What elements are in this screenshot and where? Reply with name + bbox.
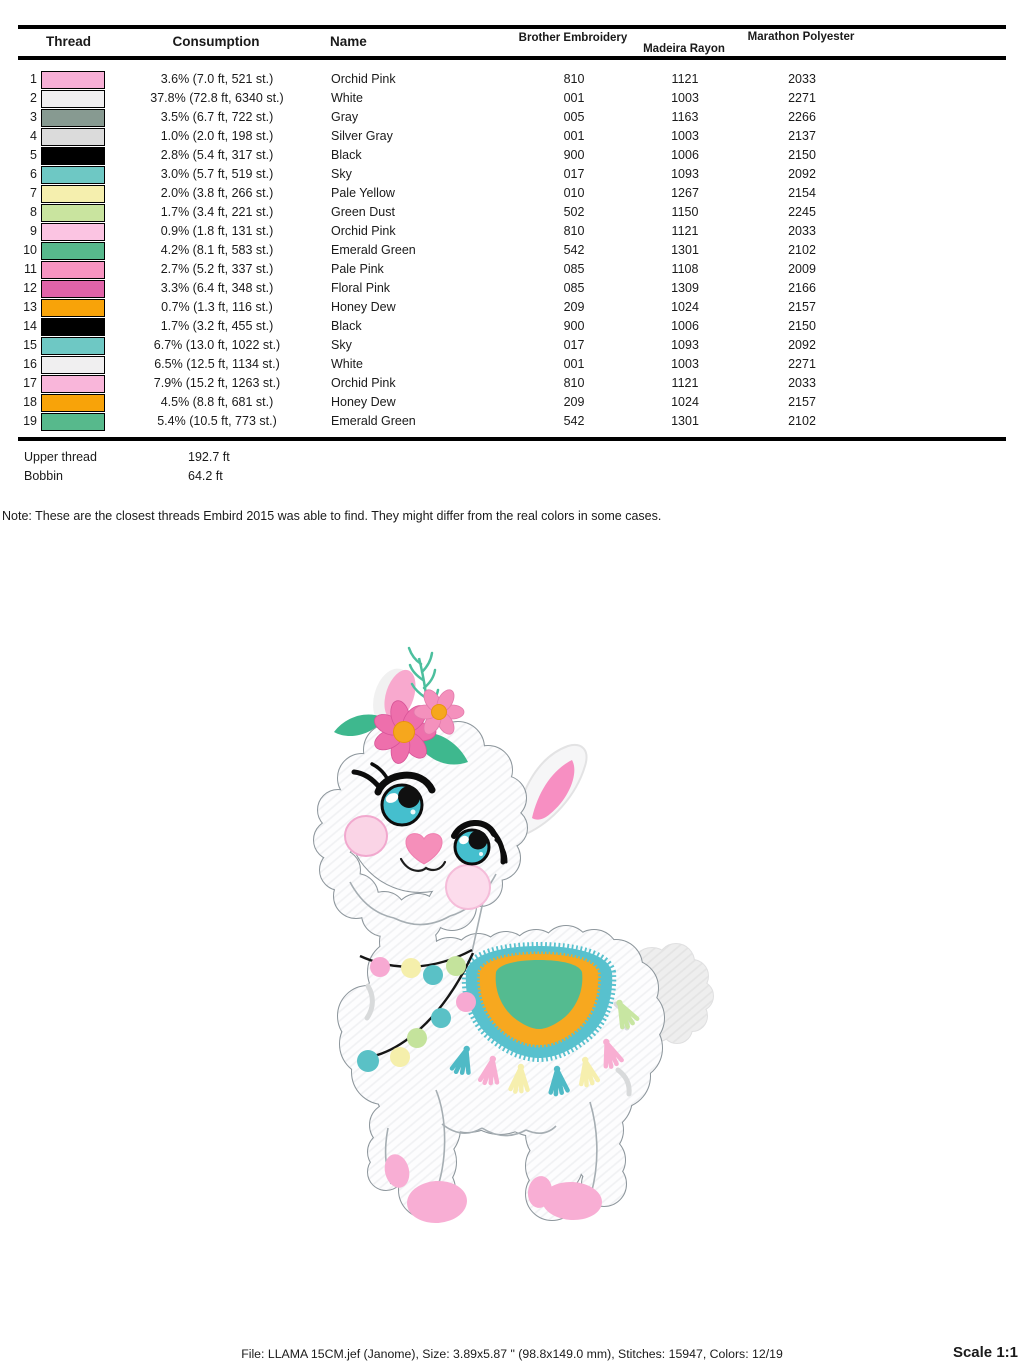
thread-color-swatch [41, 185, 105, 203]
bobbin-label: Bobbin [24, 469, 63, 483]
thread-color-swatch [41, 356, 105, 374]
table-row [2, 146, 1002, 165]
thread-consumption: 7.9% (15.2 ft, 1263 st.) [153, 376, 281, 390]
brother-code: 502 [563, 205, 585, 219]
thread-color-swatch [41, 128, 105, 146]
thread-color-name: Orchid Pink [331, 224, 396, 238]
thread-consumption: 1.0% (2.0 ft, 198 st.) [160, 129, 274, 143]
thread-color-swatch [41, 337, 105, 355]
marathon-code: 2245 [788, 205, 816, 219]
embroidery-design-preview [300, 620, 760, 1260]
table-row [2, 412, 1002, 431]
table-row [2, 203, 1002, 222]
table-row [2, 374, 1002, 393]
thread-consumption: 1.7% (3.2 ft, 455 st.) [160, 319, 274, 333]
thread-number: 16 [23, 357, 37, 371]
thread-consumption: 3.3% (6.4 ft, 348 st.) [160, 281, 274, 295]
thread-color-swatch [41, 109, 105, 127]
thread-color-name: Emerald Green [331, 243, 416, 257]
marathon-code: 2009 [788, 262, 816, 276]
table-row [2, 184, 1002, 203]
brother-code: 005 [563, 110, 585, 124]
thread-color-swatch [41, 318, 105, 336]
thread-color-name: Floral Pink [331, 281, 391, 295]
thread-number: 15 [23, 338, 37, 352]
thread-number: 3 [30, 110, 37, 124]
thread-number: 6 [30, 167, 37, 181]
thread-consumption: 37.8% (72.8 ft, 6340 st.) [150, 91, 284, 105]
bobbin-value: 64.2 ft [188, 469, 223, 483]
brother-code: 001 [563, 357, 585, 371]
table-row [2, 222, 1002, 241]
note-text: Note: These are the closest threads Embird 2015 was able to find. They might differ from the real colors in some cases. [2, 509, 662, 523]
thread-color-name: Pale Yellow [331, 186, 395, 200]
table-row [2, 108, 1002, 127]
brother-code: 542 [563, 414, 585, 428]
brother-code: 017 [563, 167, 585, 181]
madeira-code: 1301 [671, 414, 699, 428]
thread-consumption: 2.0% (3.8 ft, 266 st.) [160, 186, 274, 200]
thread-consumption: 4.5% (8.8 ft, 681 st.) [160, 395, 274, 409]
table-row [2, 298, 1002, 317]
table-row [2, 165, 1002, 184]
thread-color-name: White [331, 91, 363, 105]
upper-thread-value: 192.7 ft [188, 450, 230, 464]
thread-number: 9 [30, 224, 37, 238]
madeira-code: 1006 [671, 148, 699, 162]
thread-number: 10 [23, 243, 37, 257]
thread-number: 18 [23, 395, 37, 409]
madeira-code: 1150 [671, 205, 699, 219]
marathon-code: 2102 [788, 243, 816, 257]
brother-code: 810 [563, 72, 585, 86]
brother-code: 209 [563, 300, 585, 314]
thread-color-swatch [41, 71, 105, 89]
col-header-thread: Thread [46, 34, 92, 49]
marathon-code: 2157 [788, 395, 816, 409]
thread-color-name: Honey Dew [331, 395, 396, 409]
marathon-code: 2157 [788, 300, 816, 314]
thread-consumption: 3.0% (5.7 ft, 519 st.) [160, 167, 274, 181]
madeira-code: 1093 [671, 167, 699, 181]
madeira-code: 1024 [671, 395, 699, 409]
thread-consumption: 6.5% (12.5 ft, 1134 st.) [154, 357, 280, 371]
table-row [2, 260, 1002, 279]
thread-color-swatch [41, 280, 105, 298]
brother-code: 900 [563, 148, 585, 162]
marathon-code: 2150 [788, 148, 816, 162]
marathon-code: 2166 [788, 281, 816, 295]
thread-consumption: 0.7% (1.3 ft, 116 st.) [161, 300, 273, 314]
right-cheek [446, 865, 490, 909]
left-cheek [345, 816, 387, 856]
thread-color-swatch [41, 223, 105, 241]
thread-color-swatch [41, 204, 105, 222]
thread-color-name: Black [331, 148, 362, 162]
thread-number: 14 [23, 319, 37, 333]
madeira-code: 1006 [671, 319, 699, 333]
thread-number: 8 [30, 205, 37, 219]
thread-color-name: Green Dust [331, 205, 395, 219]
thread-number: 4 [30, 129, 37, 143]
marathon-code: 2092 [788, 338, 816, 352]
thread-number: 19 [23, 414, 37, 428]
madeira-code: 1301 [671, 243, 699, 257]
thread-color-name: Honey Dew [331, 300, 396, 314]
thread-consumption: 0.9% (1.8 ft, 131 st.) [160, 224, 274, 238]
col-header-brother: Brother Embroidery [518, 32, 628, 44]
col-header-marathon: Marathon Polyester [747, 31, 855, 43]
thread-color-name: Emerald Green [331, 414, 416, 428]
rule-table-bottom [18, 437, 1006, 441]
thread-number: 13 [23, 300, 37, 314]
brother-code: 085 [563, 262, 585, 276]
thread-color-name: Black [331, 319, 362, 333]
thread-color-swatch [41, 413, 105, 431]
thread-color-name: White [331, 357, 363, 371]
brother-code: 542 [563, 243, 585, 257]
madeira-code: 1093 [671, 338, 699, 352]
brother-code: 900 [563, 319, 585, 333]
madeira-code: 1003 [671, 91, 699, 105]
thread-consumption: 6.7% (13.0 ft, 1022 st.) [153, 338, 281, 352]
thread-color-name: Gray [331, 110, 359, 124]
thread-color-swatch [41, 394, 105, 412]
scale-label: Scale 1:1 [952, 1344, 1018, 1361]
thread-color-swatch [41, 147, 105, 165]
upper-thread-label: Upper thread [24, 450, 97, 464]
thread-consumption: 2.8% (5.4 ft, 317 st.) [160, 148, 274, 162]
marathon-code: 2137 [788, 129, 816, 143]
rule-header-bottom [18, 56, 1006, 60]
marathon-code: 2033 [788, 376, 816, 390]
marathon-code: 2271 [788, 91, 816, 105]
thread-consumption: 2.7% (5.2 ft, 337 st.) [160, 262, 274, 276]
thread-number: 2 [30, 91, 37, 105]
table-row [2, 355, 1002, 374]
brother-code: 001 [563, 129, 585, 143]
flower-crown [334, 648, 468, 765]
col-header-consumption: Consumption [172, 34, 260, 49]
marathon-code: 2092 [788, 167, 816, 181]
table-row [2, 317, 1002, 336]
brother-code: 209 [563, 395, 585, 409]
table-row [2, 393, 1002, 412]
madeira-code: 1121 [671, 224, 699, 238]
thread-color-name: Orchid Pink [331, 376, 396, 390]
brother-code: 810 [563, 224, 585, 238]
thread-color-swatch [41, 299, 105, 317]
brother-code: 017 [563, 338, 585, 352]
rule-top [18, 25, 1006, 29]
madeira-code: 1024 [671, 300, 699, 314]
thread-color-swatch [41, 166, 105, 184]
thread-number: 17 [23, 376, 37, 390]
thread-number: 11 [24, 262, 37, 276]
thread-consumption: 1.7% (3.4 ft, 221 st.) [160, 205, 274, 219]
table-row [2, 127, 1002, 146]
brother-code: 001 [563, 91, 585, 105]
table-row [2, 241, 1002, 260]
thread-consumption: 3.5% (6.7 ft, 722 st.) [160, 110, 274, 124]
thread-color-swatch [41, 90, 105, 108]
col-header-name: Name [330, 34, 367, 49]
table-row [2, 336, 1002, 355]
marathon-code: 2271 [788, 357, 816, 371]
thread-color-swatch [41, 242, 105, 260]
thread-consumption: 4.2% (8.1 ft, 583 st.) [160, 243, 274, 257]
marathon-code: 2102 [788, 414, 816, 428]
brother-code: 085 [563, 281, 585, 295]
madeira-code: 1121 [671, 376, 699, 390]
thread-number: 12 [23, 281, 37, 295]
marathon-code: 2033 [788, 224, 816, 238]
table-row [2, 89, 1002, 108]
thread-consumption: 3.6% (7.0 ft, 521 st.) [160, 72, 274, 86]
madeira-code: 1108 [671, 262, 699, 276]
thread-number: 1 [30, 72, 37, 86]
brother-code: 010 [563, 186, 585, 200]
madeira-code: 1163 [671, 110, 699, 124]
thread-color-swatch [41, 261, 105, 279]
marathon-code: 2150 [788, 319, 816, 333]
thread-table-body [2, 70, 1002, 431]
madeira-code: 1309 [671, 281, 699, 295]
thread-color-name: Pale Pink [331, 262, 384, 276]
thread-consumption: 5.4% (10.5 ft, 773 st.) [157, 414, 277, 428]
thread-number: 7 [30, 186, 37, 200]
thread-color-name: Silver Gray [331, 129, 393, 143]
thread-color-name: Orchid Pink [331, 72, 396, 86]
table-row [2, 70, 1002, 89]
madeira-code: 1267 [671, 186, 699, 200]
marathon-code: 2154 [788, 186, 816, 200]
marathon-code: 2266 [788, 110, 816, 124]
madeira-code: 1003 [671, 129, 699, 143]
marathon-code: 2033 [788, 72, 816, 86]
thread-color-swatch [41, 375, 105, 393]
madeira-code: 1121 [671, 72, 699, 86]
madeira-code: 1003 [671, 357, 699, 371]
table-row [2, 279, 1002, 298]
thread-color-name: Sky [331, 338, 352, 352]
thread-number: 5 [30, 148, 37, 162]
col-header-madeira: Madeira Rayon [643, 43, 725, 55]
file-info: File: LLAMA 15CM.jef (Janome), Size: 3.89x5.87 " (98.8x149.0 mm), Stitches: 15947, Colors: 12/19 [241, 1347, 783, 1361]
thread-color-name: Sky [331, 167, 352, 181]
brother-code: 810 [563, 376, 585, 390]
